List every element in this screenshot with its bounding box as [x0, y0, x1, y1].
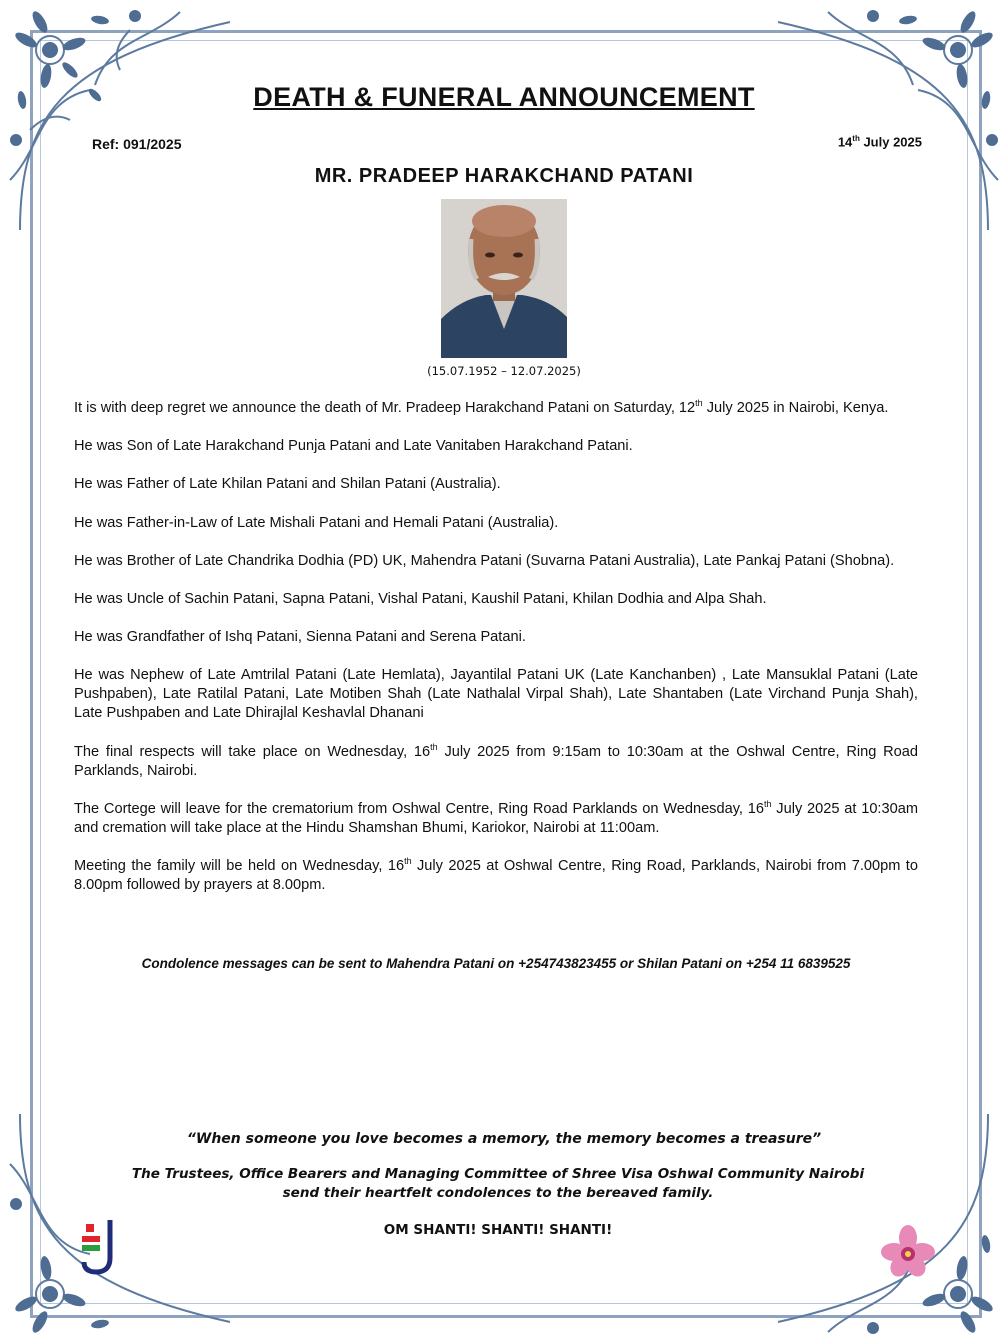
portrait-photo — [441, 199, 567, 358]
orchid-flower-icon — [880, 1224, 936, 1280]
paragraph-nephew: He was Nephew of Late Amtrilal Patani (Late Hemlata), Jayantilal Patani UK (Late Kanchanben) , Late Mansuklal Patani (Late Pushpaben), Late Ratilal Patani, Late Motiben Shah (Late Nathalal Virpal Shah), Late Shantaben (Late Virchand Punja Shah), Late Pushpaben and Late Dhirajlal Keshavlal Dhanani — [74, 667, 918, 722]
life-dates: (15.07.1952 – 12.07.2025) — [427, 364, 581, 378]
paragraph-meeting-family: Meeting the family will be held on Wednesday, 16th July 2025 at Oshwal Centre, Ring Road, Parklands, Nairobi from 7.00pm to 8.00pm followed by prayers at 8.00pm. — [74, 856, 918, 893]
trustees-line-2: send their heartfelt condolences to the bereaved family. — [282, 1185, 714, 1201]
paragraph-cortege: The Cortege will leave for the crematorium from Oshwal Centre, Ring Road Parklands on Wednesday, 16th July 2025 at 10:30am and cremation will take place at the Hindu Shamshan Bhumi, Kariokor, Nairobi at 11:00am. — [74, 798, 918, 836]
reference-number: Ref: 091/2025 — [92, 136, 182, 152]
announcement-date: 14th July 2025 — [837, 134, 922, 150]
condolence-contact-note: Condolence messages can be sent to Mahendra Patani on +254743823455 or Shilan Patani on +254 11 6839525 — [141, 956, 851, 971]
paragraph-final-respects: The final respects will take place on Wednesday, 16th July 2025 from 9:15am to 10:30am at the Oshwal Centre, Ring Road Parklands, Nairobi. — [74, 741, 918, 779]
memorial-quote: “When someone you love becomes a memory, the memory becomes a treasure” — [186, 1131, 822, 1147]
paragraph-grandfather: He was Grandfather of Ishq Patani, Sienna Patani and Serena Patani. — [74, 629, 526, 646]
community-logo-icon — [80, 1218, 120, 1276]
floral-corner-icon — [758, 0, 1008, 250]
trustees-message — [0, 1165, 996, 1203]
paragraph-father-in-law: He was Father-in-Law of Late Mishali Patani and Hemali Patani (Australia). — [74, 514, 559, 531]
announcement-body — [74, 399, 918, 914]
om-shanti-text: OM SHANTI! SHANTI! SHANTI! — [383, 1222, 613, 1238]
paragraph-brother: He was Brother of Late Chandrika Dodhia (PD) UK, Mahendra Patani (Suvarna Patani Australia), Late Pankaj Patani (Shobna). — [74, 552, 895, 569]
page-title: DEATH & FUNERAL ANNOUNCEMENT — [253, 82, 755, 112]
paragraph-death: It is with deep regret we announce the death of Mr. Pradeep Harakchand Patani on Saturday, 12th July 2025 in Nairobi, Kenya. — [74, 398, 889, 416]
trustees-line-1: The Trustees, Office Bearers and Managing Committee of Shree Visa Oshwal Community Nairobi — [131, 1166, 865, 1182]
deceased-name: MR. PRADEEP HARAKCHAND PATANI — [314, 165, 694, 187]
paragraph-son: He was Son of Late Harakchand Punja Patani and Late Vanitaben Harakchand Patani. — [74, 438, 633, 455]
paragraph-uncle: He was Uncle of Sachin Patani, Sapna Patani, Vishal Patani, Kaushil Patani, Khilan Dodhia and Alpa Shah. — [74, 590, 767, 607]
paragraph-father: He was Father of Late Khilan Patani and Shilan Patani (Australia). — [74, 476, 501, 493]
floral-corner-icon — [0, 0, 250, 250]
